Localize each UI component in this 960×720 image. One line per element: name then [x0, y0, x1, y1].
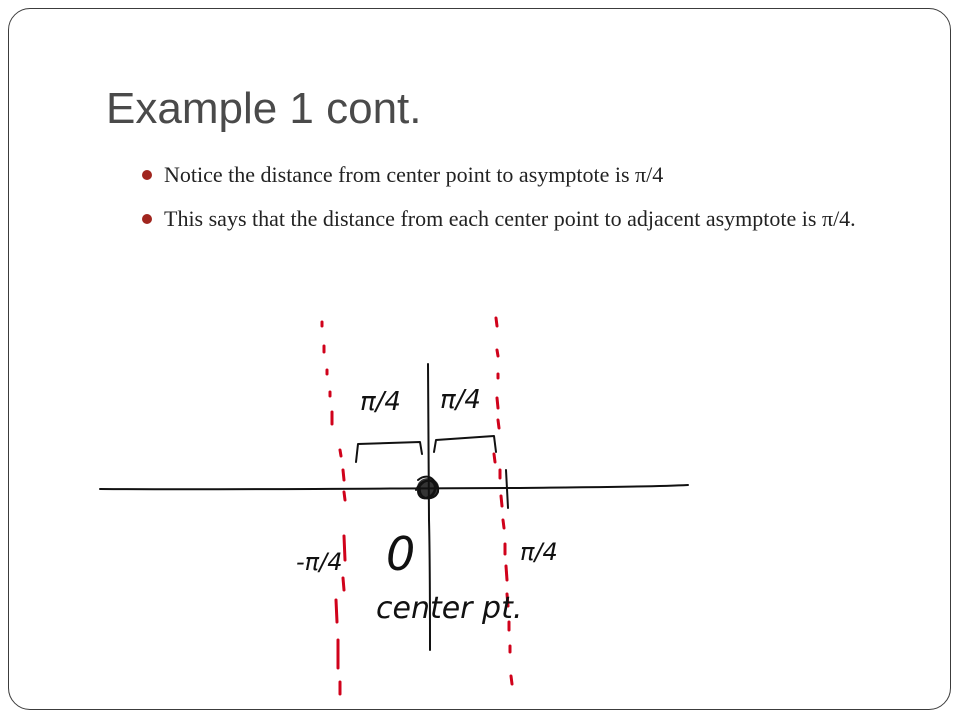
slide-title: Example 1 cont. [106, 84, 422, 133]
right-asymptote [494, 318, 512, 684]
x-axis-line [100, 485, 688, 489]
right-bracket [434, 436, 496, 452]
label-left-pi-over-4: π/4 [360, 387, 401, 417]
bullet-text: This says that the distance from each center point to adjacent asymptote is π/4. [164, 206, 856, 231]
label-zero: 0 [386, 527, 416, 581]
handwritten-labels [296, 385, 558, 626]
label-center-pt: center pt. [376, 591, 523, 626]
label-pi-over-4-axis: π/4 [520, 538, 558, 566]
bullet-text: Notice the distance from center point to asymptote is π/4 [164, 162, 664, 187]
left-bracket [356, 442, 422, 462]
label-neg-pi-over-4: -π/4 [296, 548, 343, 576]
label-right-pi-over-4: π/4 [440, 385, 481, 415]
center-point-scribble [416, 477, 439, 499]
left-asymptote [322, 322, 345, 694]
tick-mark [506, 470, 508, 508]
